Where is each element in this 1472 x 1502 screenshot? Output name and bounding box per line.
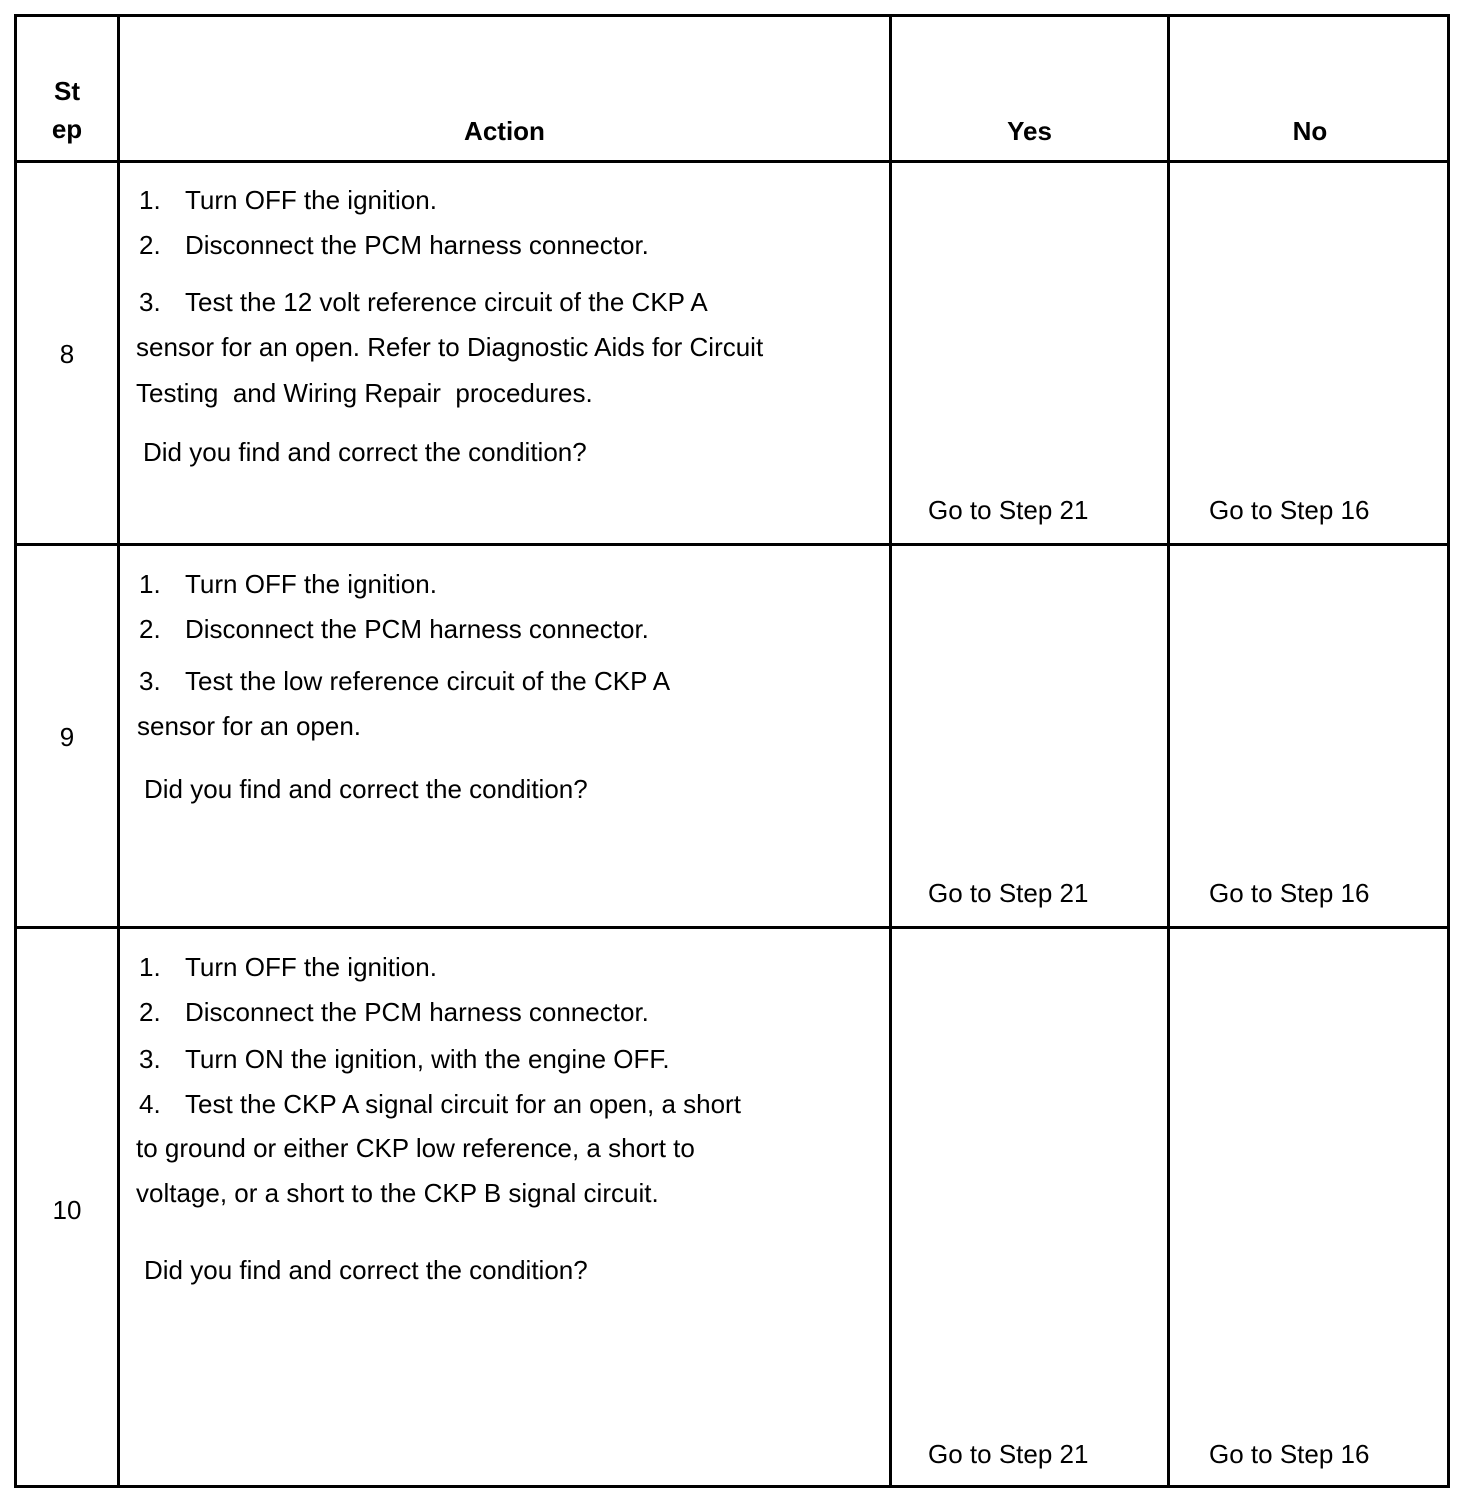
item-text: Disconnect the PCM harness connector. bbox=[185, 230, 649, 260]
action-item bbox=[139, 997, 649, 1027]
header-action: Action bbox=[464, 116, 545, 146]
action-item bbox=[139, 287, 708, 317]
item-number: 3. bbox=[139, 287, 161, 317]
action-item bbox=[139, 1089, 741, 1119]
column-divider bbox=[889, 17, 892, 1485]
row-divider bbox=[17, 926, 1447, 929]
header-no: No bbox=[1292, 116, 1328, 146]
action-item bbox=[139, 185, 437, 215]
item-text: Turn ON the ignition, with the engine OFF. bbox=[185, 1044, 670, 1074]
item-number: 3. bbox=[139, 1044, 161, 1074]
yes-result: Go to Step 21 bbox=[928, 878, 1089, 908]
item-text: Disconnect the PCM harness connector. bbox=[185, 997, 649, 1027]
item-number: 1. bbox=[139, 185, 161, 215]
action-continuation: sensor for an open. bbox=[137, 711, 362, 741]
yes-result: Go to Step 21 bbox=[928, 495, 1089, 525]
item-text: Turn OFF the ignition. bbox=[185, 185, 437, 215]
item-text: Test the CKP A signal circuit for an open, a short bbox=[185, 1089, 741, 1119]
action-continuation: Testing and Wiring Repair procedures. bbox=[136, 378, 593, 408]
header-step bbox=[17, 71, 117, 149]
column-divider bbox=[1167, 17, 1170, 1485]
item-number: 4. bbox=[139, 1089, 161, 1119]
action-continuation: sensor for an open. Refer to Diagnostic Aids for Circuit bbox=[136, 332, 764, 362]
action-continuation: voltage, or a short to the CKP B signal circuit. bbox=[136, 1178, 659, 1208]
header-step-line1: St bbox=[54, 76, 80, 106]
row-divider bbox=[17, 160, 1447, 163]
row-divider bbox=[17, 543, 1447, 546]
step-number: 8 bbox=[59, 339, 75, 369]
action-continuation: to ground or either CKP low reference, a short to bbox=[136, 1133, 695, 1163]
action-item bbox=[139, 1044, 670, 1074]
column-divider bbox=[117, 17, 120, 1485]
action-item bbox=[139, 569, 437, 599]
diagnostic-table bbox=[14, 14, 1450, 1488]
action-item bbox=[139, 666, 670, 696]
step-number: 9 bbox=[59, 722, 75, 752]
action-question: Did you find and correct the condition? bbox=[144, 774, 588, 804]
no-result: Go to Step 16 bbox=[1209, 1439, 1370, 1469]
step-number: 10 bbox=[52, 1195, 82, 1225]
item-text: Test the 12 volt reference circuit of the CKP A bbox=[185, 287, 708, 317]
item-number: 1. bbox=[139, 952, 161, 982]
item-number: 1. bbox=[139, 569, 161, 599]
item-text: Disconnect the PCM harness connector. bbox=[185, 614, 649, 644]
no-result: Go to Step 16 bbox=[1209, 495, 1370, 525]
header-yes: Yes bbox=[1007, 116, 1052, 146]
action-question: Did you find and correct the condition? bbox=[143, 437, 587, 467]
action-question: Did you find and correct the condition? bbox=[144, 1255, 588, 1285]
action-item bbox=[139, 230, 649, 260]
header-step-line2: ep bbox=[51, 114, 83, 144]
item-number: 3. bbox=[139, 666, 161, 696]
yes-result: Go to Step 21 bbox=[928, 1439, 1089, 1469]
item-number: 2. bbox=[139, 230, 161, 260]
item-text: Turn OFF the ignition. bbox=[185, 952, 437, 982]
item-number: 2. bbox=[139, 997, 161, 1027]
item-text: Test the low reference circuit of the CKP A bbox=[185, 666, 671, 696]
item-number: 2. bbox=[139, 614, 161, 644]
item-text: Turn OFF the ignition. bbox=[185, 569, 437, 599]
action-item bbox=[139, 614, 649, 644]
action-item bbox=[139, 952, 437, 982]
no-result: Go to Step 16 bbox=[1209, 878, 1370, 908]
